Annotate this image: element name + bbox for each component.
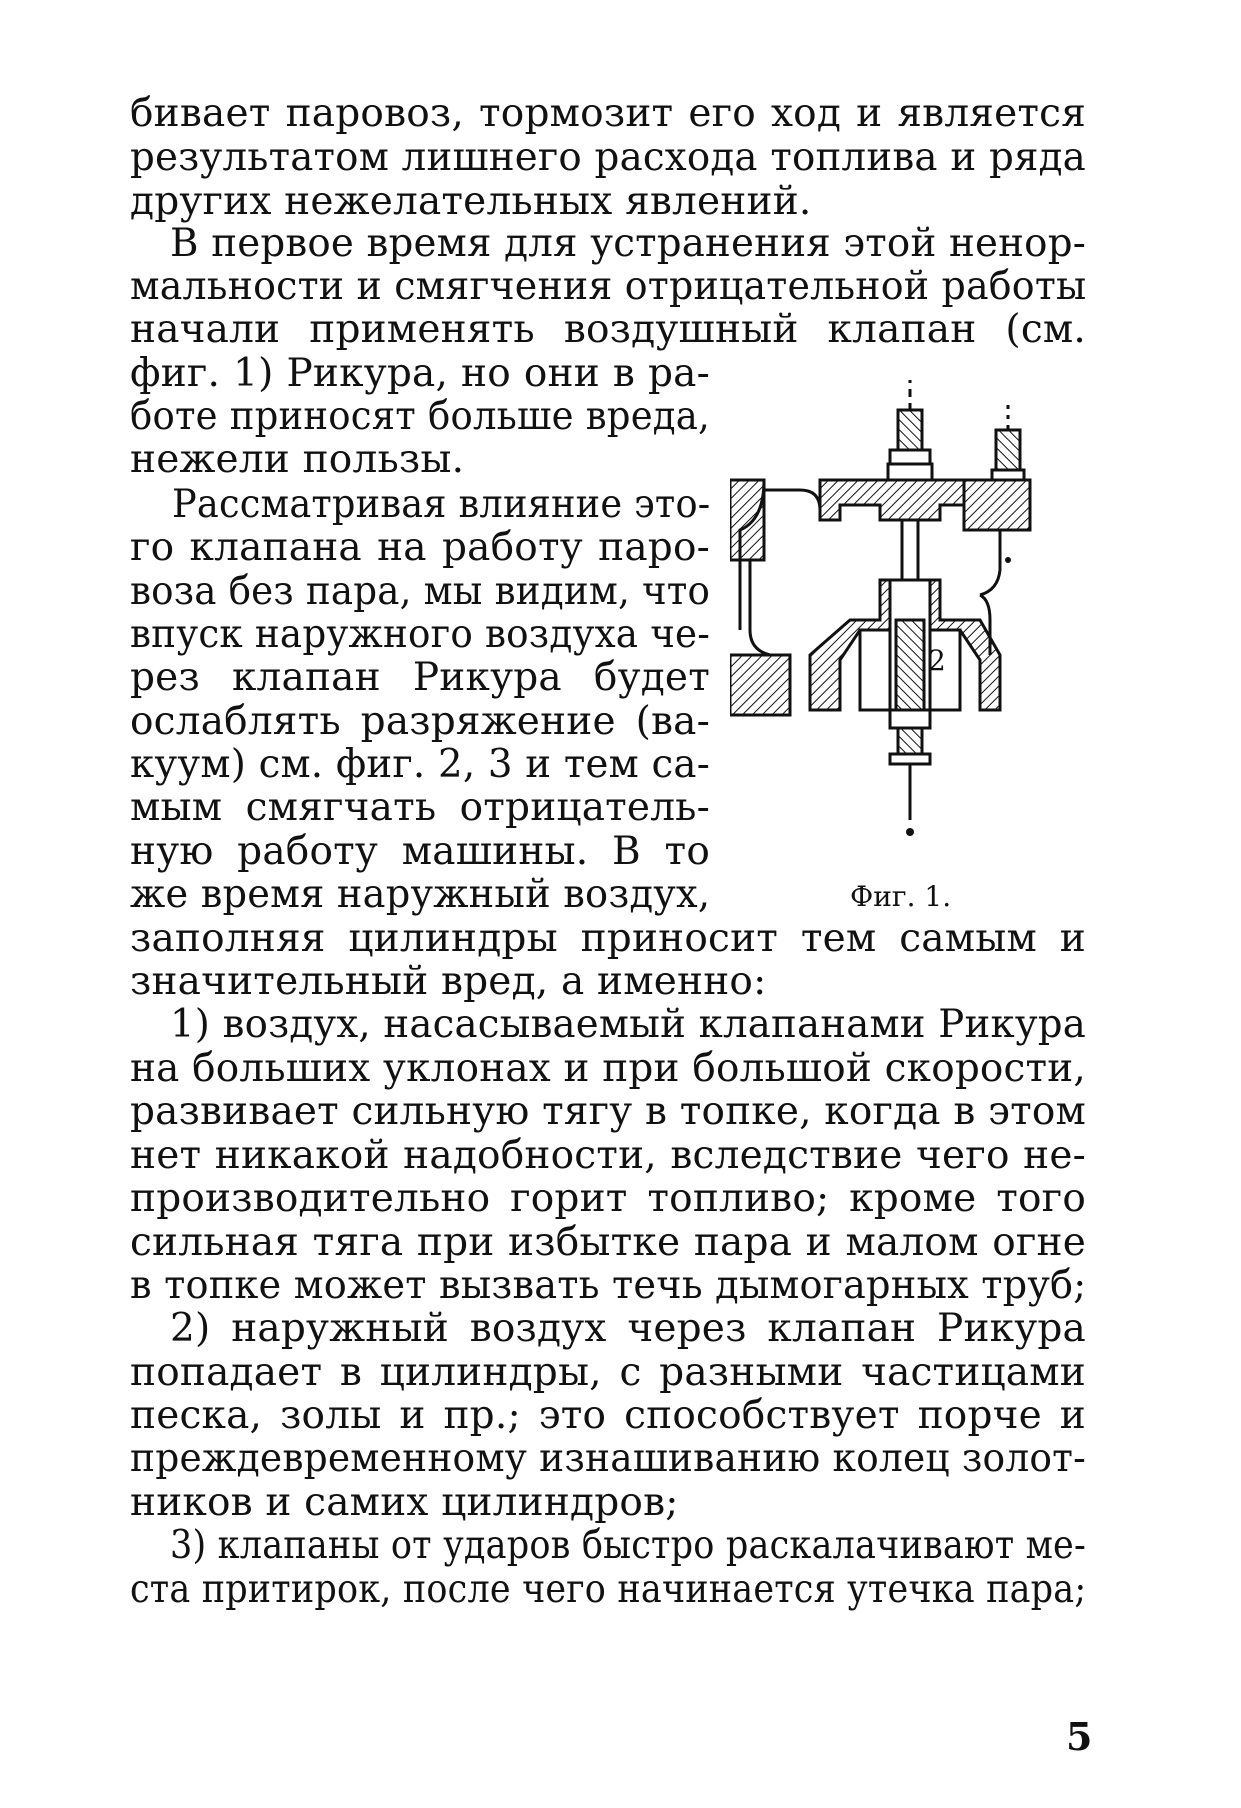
text-line: впуск наружного воздуха че- <box>130 612 711 657</box>
text-line: нежели пользы. <box>130 437 465 482</box>
text-line: ослаблять разряжение (ва- <box>130 699 710 744</box>
text-line: производительно горит топливо; кроме того <box>130 1176 1086 1221</box>
text-line: начали применять воздушный клапан (см. <box>130 307 1086 352</box>
text-line: песка, золы и пр.; это способствует порче и <box>130 1393 1086 1438</box>
text-line: 3) клапаны от ударов быстро раскалачивают ме- <box>170 1523 1086 1568</box>
text-line: заполняя цилиндры приносит тем самым и <box>130 916 1086 961</box>
text-line: мальности и смягчения отрицательной работы <box>130 264 1087 309</box>
figure-caption: Фиг. 1. <box>850 880 952 913</box>
text-line: преждевременному изнашиванию колец золот- <box>130 1436 1087 1481</box>
text-line: же время наружный воздух, <box>130 872 711 917</box>
valve-figure <box>730 380 1070 860</box>
text-line: фиг. 1) Рикура, но они в ра- <box>130 351 710 396</box>
text-line: результатом лишнего расхода топлива и ряда <box>130 135 1086 180</box>
text-line: боте приносят больше вреда, <box>130 394 710 439</box>
text-line: ную работу машины. В то <box>130 829 710 874</box>
text-line: 1) воздух, насасываемый клапанами Рикура <box>170 1002 1086 1047</box>
text-line: го клапана на работу паро- <box>130 525 710 570</box>
text-line: других нежелательных явлений. <box>130 179 812 224</box>
text-line: попадает в цилиндры, с разными частицами <box>130 1350 1086 1395</box>
text-line: развивает сильную тягу в топке, когда в этом <box>130 1089 1086 1134</box>
text-line: на больших уклонах и при большой скорости, <box>130 1046 1086 1091</box>
text-line: значительный вред, а именно: <box>130 959 767 1004</box>
figure-label-2: 2 <box>928 644 946 677</box>
text-line: ста притирок, после чего начинается утечка пара; <box>130 1567 1087 1612</box>
text-line: нет никакой надобности, вследствие чего не- <box>130 1133 1086 1178</box>
text-line: Рассматривая влияние это- <box>172 482 711 527</box>
text-line: ников и самих цилиндров; <box>130 1480 679 1525</box>
text-line: воза без пара, мы видим, что <box>130 569 711 614</box>
text-line: 2) наружный воздух через клапан Рикура <box>170 1306 1086 1351</box>
text-line: В первое время для устранения этой ненор- <box>170 221 1086 266</box>
text-line: мым смягчать отрицатель- <box>130 785 710 830</box>
text-line: бивает паровоз, тормозит его ход и является <box>130 91 1086 136</box>
page-number: 5 <box>1066 1714 1093 1759</box>
text-line: куум) см. фиг. 2, 3 и тем са- <box>130 742 710 787</box>
text-line: в топке может вызвать течь дымогарных труб; <box>130 1263 1087 1308</box>
text-line: сильная тяга при избытке пара и малом огне <box>130 1220 1086 1265</box>
text-line: рез клапан Рикура будет <box>130 655 710 700</box>
